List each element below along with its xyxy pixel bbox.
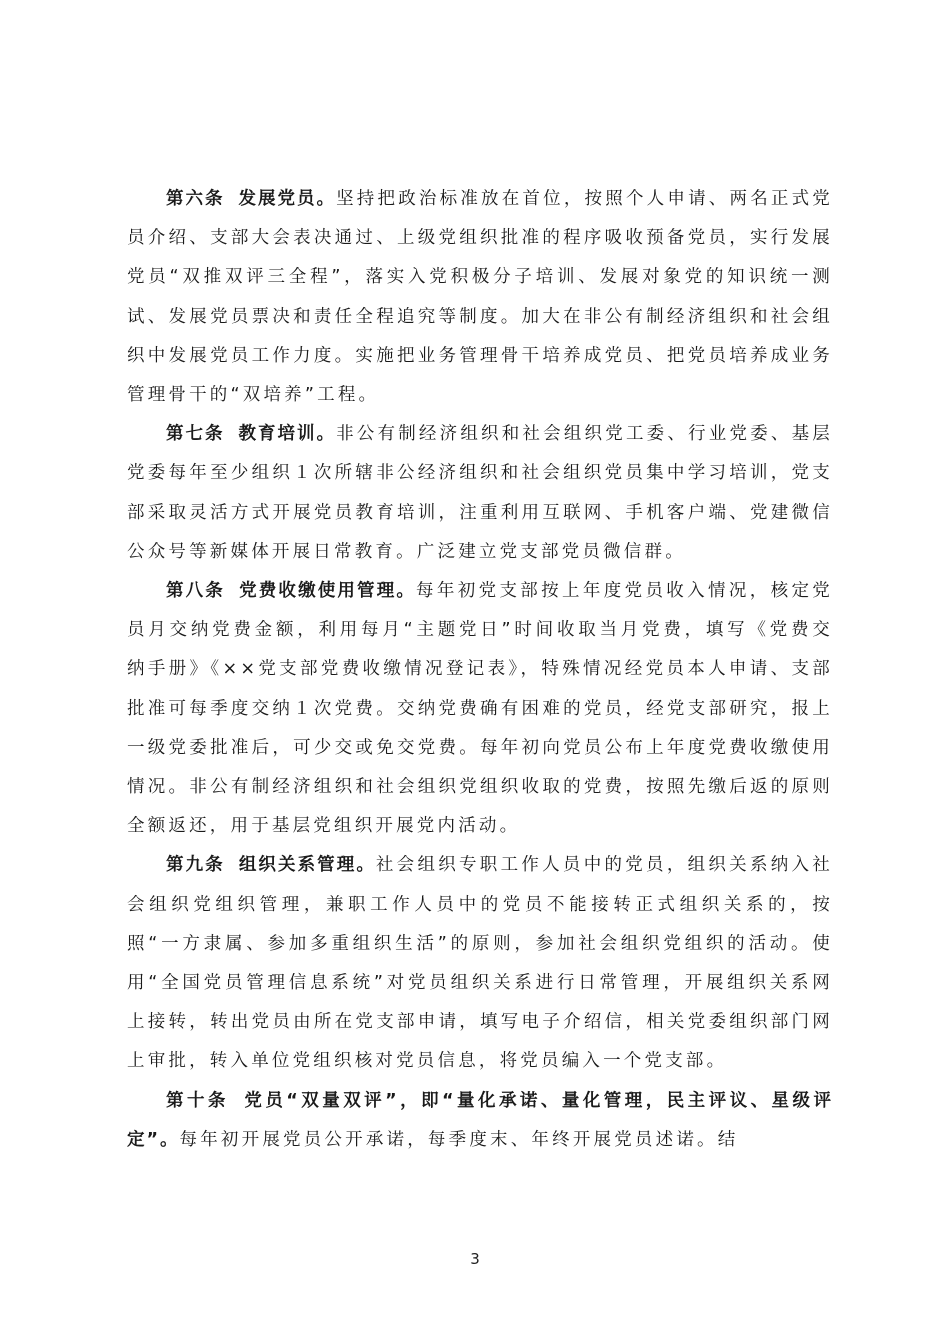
article-title: 组织关系管理。 bbox=[238, 855, 376, 876]
article-title: 发展党员。 bbox=[238, 189, 337, 209]
article-body: 每年初开展党员公开承诺，每季度末、年终开展党员述诺。结 bbox=[179, 1129, 739, 1150]
article-number: 第六条 bbox=[166, 189, 225, 209]
page-number: 3 bbox=[470, 1250, 480, 1268]
article-8 bbox=[127, 572, 833, 846]
article-body: 坚持把政治标准放在首位，按照个人申请、两名正式党员介绍、支部大会表决通过、上级党组织批准的程序吸收预备党员，实行发展党员“双推双评三全程”，落实入党积极分子培训、发展对象党的知识统一测试、发展党员票决和责任全程追究等制度。加大在非公有制经济组织和社会组织中发展党员工作力度。实施把业务管理骨干培养成党员、把党员培养成业务管理骨干的“双培养”工程。 bbox=[127, 189, 834, 406]
article-number: 第八条 bbox=[166, 581, 225, 602]
article-7 bbox=[127, 415, 833, 572]
article-body: 社会组织专职工作人员中的党员，组织关系纳入社会组织党组织管理，兼职工作人员中的党员不能接转正式组织关系的，按照“一方隶属、参加多重组织生活”的原则，参加社会组织党组织的活动。使用“全国党员管理信息系统”对党员组织关系进行日常管理，开展组织关系网上接转，转出党员由所在党支部申请，填写电子介绍信，相关党委组织部门网上审批，转入单位党组织核对党员信息，将党员编入一个党支部。 bbox=[127, 855, 834, 1072]
article-title: 党费收缴使用管理。 bbox=[238, 581, 417, 602]
article-9 bbox=[127, 846, 833, 1081]
article-number: 第七条 bbox=[166, 424, 225, 445]
article-number: 第十条 bbox=[166, 1090, 229, 1111]
article-6 bbox=[127, 180, 833, 415]
article-title: 党员“双量双评”，即“量化承诺、量化管理，民主评议、星级评定”。 bbox=[127, 1090, 833, 1150]
article-title: 教育培训。 bbox=[238, 424, 337, 445]
article-number: 第九条 bbox=[166, 855, 225, 876]
article-10 bbox=[127, 1082, 833, 1160]
article-body: 每年初党支部按上年度党员收入情况，核定党员月交纳党费金额，利用每月“主题党日”时间收取当月党费，填写《党费交纳手册》《××党支部党费收缴情况登记表》，特殊情况经党员本人申请、支部批准可每季度交纳１次党费。交纳党费确有困难的党员，经党支部研究，报上一级党委批准后，可少交或免交党费。每年初向党员公布上年度党费收缴使用情况。非公有制经济组织和社会组织党组织收取的党费，按照先缴后返的原则全额返还，用于基层党组织开展党内活动。 bbox=[127, 581, 833, 837]
article-body: 非公有制经济组织和社会组织党工委、行业党委、基层党委每年至少组织１次所辖非公经济组织和社会组织党员集中学习培训，党支部采取灵活方式开展党员教育培训，注重利用互联网、手机客户端、党建微信公众号等新媒体开展日常教育。广泛建立党支部党员微信群。 bbox=[127, 424, 834, 562]
document-body bbox=[127, 180, 833, 1160]
